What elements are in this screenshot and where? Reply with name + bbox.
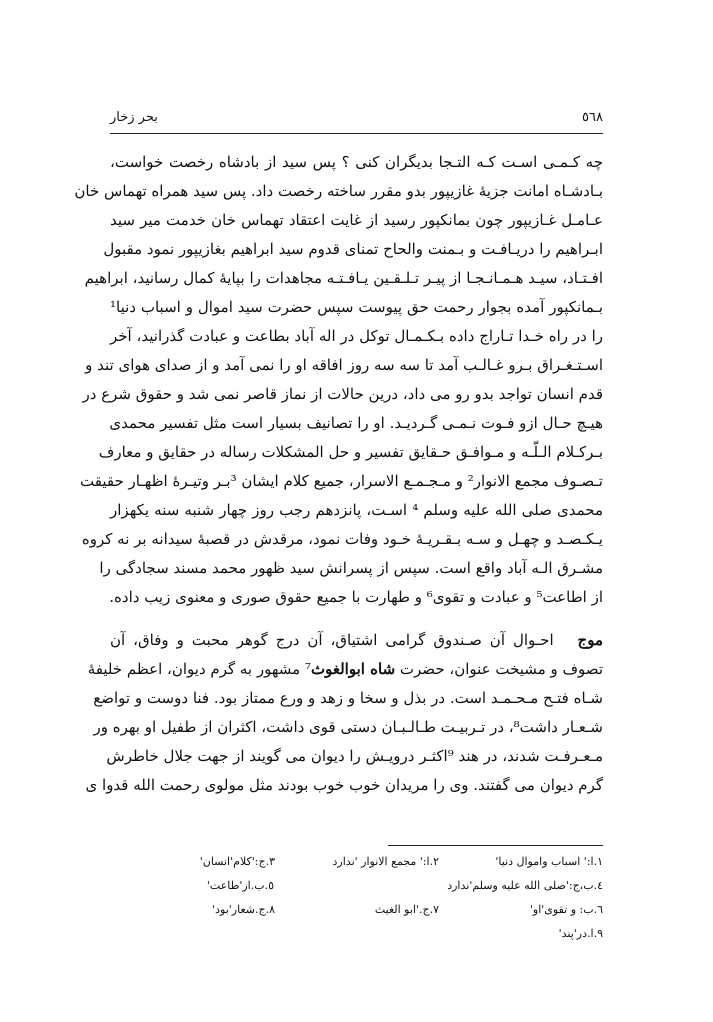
text-line: مـعـرفـت شدند، در هند ⁹اکثـر درویـش را دیوان می گویند از جهت جلال خاطرش (106, 747, 603, 765)
text-line: افـتـاد، سیـد هـمـانـجـا از پیـر تـلـقـین یـافـتـه مجاهدات را بپایهٔ کمال رسانید، ابراهیم (84, 269, 603, 287)
text-line: شـاه فتـح مـحـمـد است. در بذل و سخا و زهد و ورع ممتاز بود. فنا دوست و تواضع (93, 689, 603, 707)
book-title: بحر زخار (110, 110, 158, 125)
text-line: بـادشـاه امانت جزیهٔ غازیپور بدو مقرر ساخته رخصت داد. پس سید همراه تهماس خان (74, 182, 603, 200)
saint-name: شاه ابوالغوث (310, 660, 396, 678)
section-line2-before: تصوف و مشیخت عنوان، حضرت (395, 660, 603, 678)
section-line2-after: ⁷ مشهور به گرم دیوان، اعظم خلیفهٔ (87, 660, 311, 678)
footnote: ٦.ب: و تقوی'او' (529, 903, 603, 916)
text-line: یـکـصـد و چهـل و سـه بـقـریـهٔ خـود وفات نمود، مرقدش در قصبهٔ سیدانه بر نه کروه (81, 530, 603, 548)
footnote: ۳.ج:'کلام'انسان' (199, 855, 275, 868)
section-keyword: موج (577, 631, 603, 649)
footnote: ۱.ا:' اسباب واموال دنیا' (495, 855, 603, 868)
text-line: گرم دیوان می گفتند. وی را مریدان خوب خوب بودند مثل مولوی رحمت الله قدوا ی (85, 776, 603, 794)
text-line: مشـرق الـه آباد واقع است. سپس از پسرانش سید ظهور محمد مسند سجادگی را (99, 559, 603, 577)
footnotes (110, 850, 603, 946)
text-line: بـمانکپور آمده بجوار رحمت حق پیوست سپس حضرت سید اموال و اسباب دنیا¹ (110, 298, 603, 316)
text-line: را در راه خـدا تـاراج داده بـکـمـال توکل در اله آباد بطاعت و عبادت گذرانید، آخر (110, 327, 603, 345)
text-line: قدم انسان تواجد بدو رو می داد، درین حالات از نماز قاصر نمی شد و حقوق شرع در (82, 385, 603, 403)
footnote: ۲.ا:' مجمع الانوار 'ندارد (332, 855, 439, 868)
running-header (110, 110, 603, 132)
text-line: بـرکـلام الـلّـه و مـوافـق حـقایق تفسیر و حل المشکلات رساله در حقایق و معارف (98, 443, 603, 461)
footnote: ٥.ب.از'طاعت' (206, 879, 274, 892)
text-line: ابـراهیم را دریـافـت و بـمنت والحاح تمنای قدوم سید ابراهیم بغازیپور نمود مقبول (103, 240, 603, 258)
main-text (74, 148, 603, 800)
footnote: ٩.ا.در'پند' (558, 927, 603, 940)
text-line: از اطاعت⁵ و عبادت و تقوی⁶ و طهارت با جمیع حقوق صوری و معنوی زیب داده. (109, 588, 603, 606)
header-rule (110, 133, 603, 134)
page-number: ٥٦٨ (582, 110, 603, 125)
footnote: ٧.ج.'ابو الغیث (374, 903, 439, 916)
text-line (87, 655, 603, 684)
text-line: عـامـل غـازیپور چون بمانکپور رسید از غایت اعتقاد تهماس خان خدمت میر سید (110, 211, 603, 229)
footnote: ٨.ج.شعار'بود' (212, 903, 275, 916)
text-line: چه کـمـی اسـت کـه التـجا بدیگران کنی ؟ پس سید از بادشاه رخصت خواست، (110, 153, 603, 171)
footnote-rule (388, 845, 603, 846)
section-heading-line (110, 626, 603, 655)
section-first-line: احـوال آن صـندوق گرامی اشتیاق، آن درج گوهر محبت و وفاق، آن (110, 631, 554, 649)
text-line: تـصـوف مجمع الانوار² و مـجـمـع الاسرار، جمیع کلام ایشان ³بـر وتیـرهٔ اظهـار حقیقت (80, 472, 603, 490)
text-line: شـعـار داشت⁸، در تـربیـت طـالـبـان دستی قوی داشت، اکثران از طفیل او بهره ور (93, 718, 603, 736)
footnote: ٤.ب،ج:'صلی الله علیه وسلم'ندارد (447, 879, 603, 892)
text-line: اسـتـغـراق بـرو غـالـب آمد تا سه سه روز افاقه او را نمی آمد و از صدای هوای تند و (85, 356, 603, 374)
text-line: هیـچ حـال ازو فـوت نـمـی گـردیـد. او را تصانیف بسیار است مثل تفسیر محمدی (109, 414, 603, 432)
text-line: محمدی صلی الله علیه وسلم ⁴ اسـت، پانزدهم رجب روز چهار شنبه سنه یکهزار (110, 501, 603, 519)
